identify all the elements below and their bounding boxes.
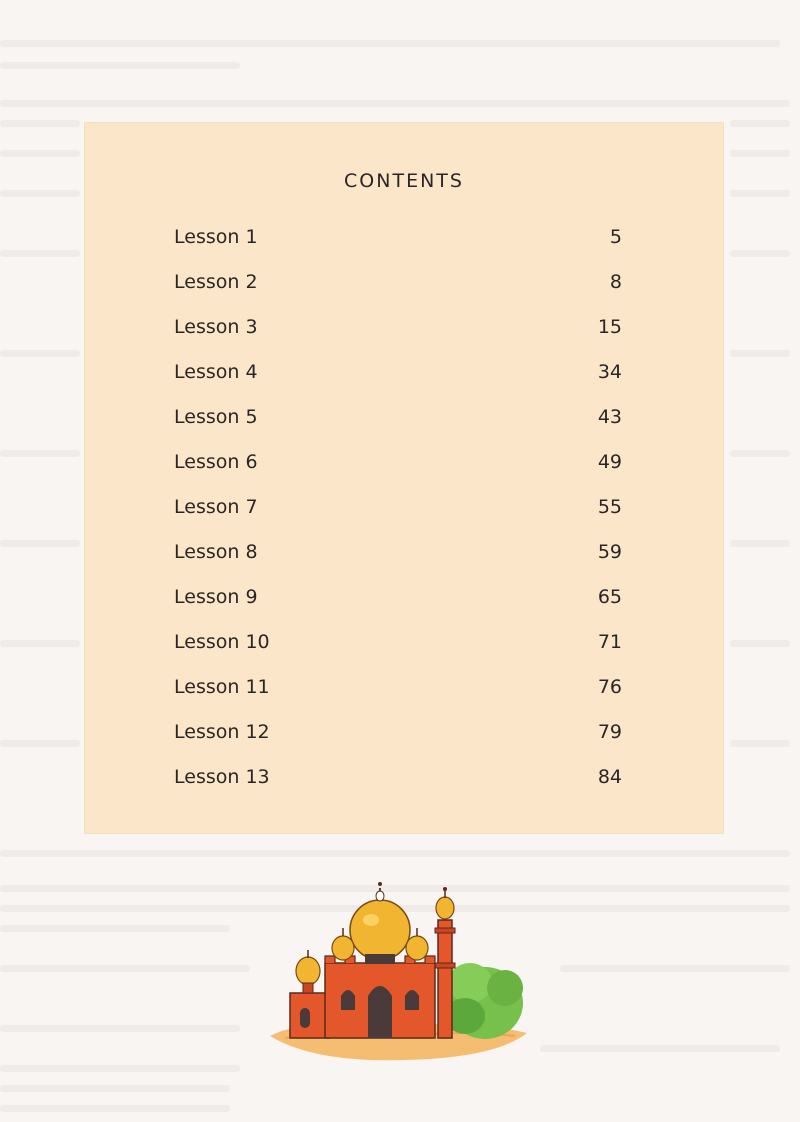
toc-entry-page: 71 (597, 631, 622, 653)
toc-entry-label: Lesson 7 (174, 496, 258, 518)
toc-entry-page: 15 (597, 316, 622, 338)
mosque-main-hall (325, 882, 435, 1038)
toc-entry-lesson-1[interactable] (84, 226, 724, 256)
toc-entry-page: 79 (597, 721, 622, 743)
toc-entry-label: Lesson 9 (174, 586, 258, 608)
bush (445, 963, 523, 1039)
toc-entry-lesson-2[interactable] (84, 271, 724, 301)
mosque-left-wing (290, 950, 330, 1038)
toc-entry-lesson-12[interactable] (84, 721, 724, 751)
toc-entry-label: Lesson 5 (174, 406, 258, 428)
contents-title: CONTENTS (344, 170, 464, 192)
toc-entry-page: 5 (609, 226, 622, 248)
toc-entry-page: 65 (597, 586, 622, 608)
toc-entry-label: Lesson 4 (174, 361, 258, 383)
toc-entry-lesson-9[interactable] (84, 586, 724, 616)
toc-entry-page: 43 (597, 406, 622, 428)
toc-entry-page: 76 (597, 676, 622, 698)
toc-entry-label: Lesson 13 (174, 766, 270, 788)
toc-entry-page: 49 (597, 451, 622, 473)
toc-entry-label: Lesson 6 (174, 451, 258, 473)
toc-entry-page: 59 (597, 541, 622, 563)
toc-entry-label: Lesson 2 (174, 271, 258, 293)
toc-entry-lesson-4[interactable] (84, 361, 724, 391)
minaret (435, 887, 455, 1038)
toc-entry-lesson-11[interactable] (84, 676, 724, 706)
mosque-illustration-icon (265, 868, 535, 1068)
toc-entry-lesson-3[interactable] (84, 316, 724, 346)
toc-entry-label: Lesson 3 (174, 316, 258, 338)
toc-entry-label: Lesson 1 (174, 226, 258, 248)
toc-entry-label: Lesson 11 (174, 676, 270, 698)
toc-entry-label: Lesson 8 (174, 541, 258, 563)
toc-entry-lesson-10[interactable] (84, 631, 724, 661)
toc-entry-lesson-7[interactable] (84, 496, 724, 526)
toc-entry-page: 8 (609, 271, 622, 293)
toc-entry-label: Lesson 10 (174, 631, 270, 653)
toc-entry-label: Lesson 12 (174, 721, 270, 743)
toc-entry-lesson-5[interactable] (84, 406, 724, 436)
toc-entry-page: 84 (597, 766, 622, 788)
toc-entry-lesson-6[interactable] (84, 451, 724, 481)
toc-entry-lesson-8[interactable] (84, 541, 724, 571)
toc-entry-page: 55 (597, 496, 622, 518)
contents-panel (84, 122, 724, 834)
toc-entry-lesson-13[interactable] (84, 766, 724, 796)
toc-entry-page: 34 (597, 361, 622, 383)
